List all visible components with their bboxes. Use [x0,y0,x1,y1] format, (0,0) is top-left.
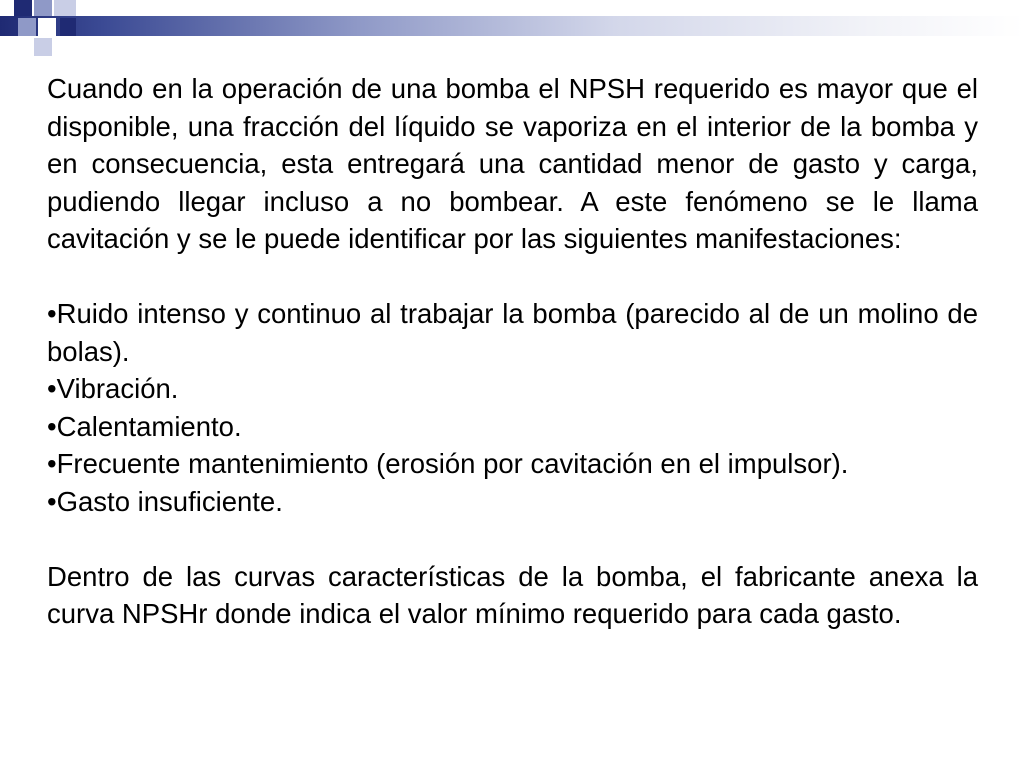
intro-paragraph: Cuando en la operación de una bomba el NPSH requerido es mayor que el disponible, una fracción del líquido se vaporiza en el interior de la bomba y en consecuencia, esta entregará una cantidad menor de gasto y carga, pudiendo llegar incluso a no bombear. A este fenómeno se le llama cavitación y se le puede identificar por las siguientes manifestaciones: [47,73,978,254]
header-gradient-band [0,16,1024,36]
slide-body [47,70,978,633]
decor-square [34,38,52,56]
bullet-item: •Frecuente mantenimiento (erosión por cavitación en el impulsor). [47,448,849,479]
decor-square [14,0,32,16]
bullet-item: •Ruido intenso y continuo al trabajar la bomba (parecido al de un molino de bolas). [47,298,978,367]
decor-square [38,18,56,36]
decor-square [14,38,30,54]
decor-square [18,18,36,36]
bullet-list [47,295,978,520]
decor-square [54,0,76,16]
bullet-item: •Vibración. [47,373,179,404]
decor-square [60,18,76,36]
closing-paragraph: Dentro de las curvas características de la bomba, el fabricante anexa la curva NPSHr donde indica el valor mínimo requerido para cada gasto. [47,560,978,629]
bullet-item: •Calentamiento. [47,410,242,442]
decor-square [34,0,52,16]
bullet-item: •Gasto insuficiente. [47,485,283,517]
